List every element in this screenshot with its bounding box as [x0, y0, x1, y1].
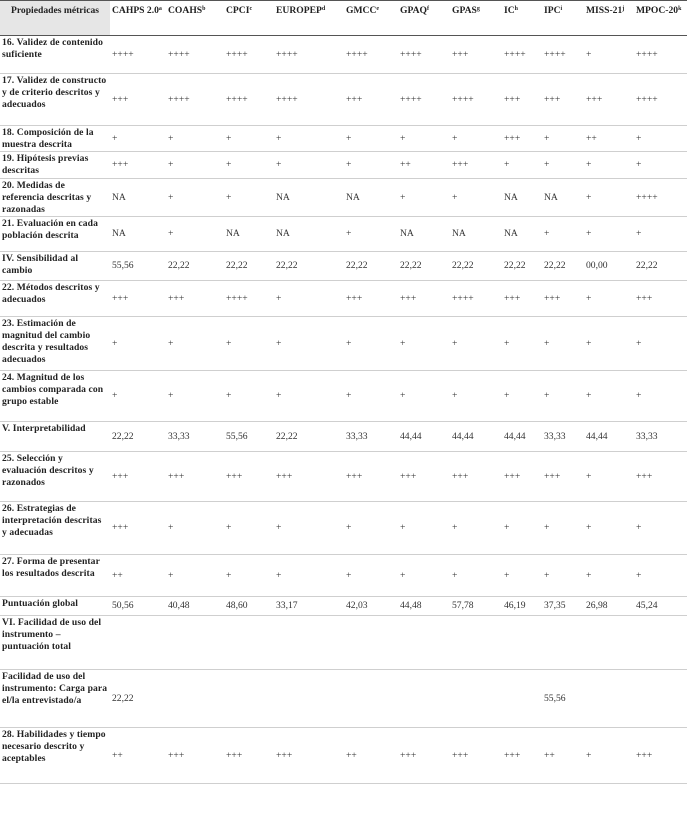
- table-cell: [274, 670, 344, 728]
- table-cell: +: [110, 126, 166, 152]
- table-cell: +++: [224, 452, 274, 502]
- table-cell: [166, 616, 224, 670]
- table-cell: +++: [502, 281, 542, 317]
- column-header-instrument: [542, 1, 584, 36]
- table-row: [0, 317, 687, 371]
- column-header-instrument: [502, 1, 542, 36]
- table-cell: +: [274, 555, 344, 597]
- table-cell: +: [398, 126, 450, 152]
- table-cell: +++: [110, 74, 166, 126]
- table-cell: +++: [502, 452, 542, 502]
- table-cell: 44,44: [398, 422, 450, 452]
- column-header-instrument: [584, 1, 634, 36]
- row-property-label: Facilidad de uso del instrumento: Carga para el/la entrevistado/a: [0, 670, 110, 728]
- table-cell: +: [344, 371, 398, 422]
- table-cell: +: [634, 371, 687, 422]
- table-cell: +: [344, 555, 398, 597]
- table-cell: ++: [542, 728, 584, 784]
- column-header-property: [0, 1, 110, 36]
- table-cell: NA: [542, 179, 584, 217]
- table-cell: NA: [502, 179, 542, 217]
- table-cell: +: [224, 317, 274, 371]
- table-cell: +: [584, 317, 634, 371]
- table-cell: +: [450, 555, 502, 597]
- table-cell: +: [450, 502, 502, 555]
- column-header-label: MISS-21: [586, 5, 623, 16]
- table-cell: +++: [274, 452, 344, 502]
- column-header-footnote: f: [427, 6, 430, 12]
- row-property-label: 20. Medidas de referencia descritas y razonadas: [0, 179, 110, 217]
- table-cell: [502, 670, 542, 728]
- table-cell: [110, 616, 166, 670]
- table-cell: ++: [584, 126, 634, 152]
- table-cell: 44,44: [502, 422, 542, 452]
- table-cell: NA: [274, 179, 344, 217]
- table-cell: +: [274, 502, 344, 555]
- table-cell: +: [166, 371, 224, 422]
- table-cell: [450, 616, 502, 670]
- table-cell: ++++: [274, 74, 344, 126]
- row-property-label: 23. Estimación de magnitud del cambio descrita y resultados adecuados: [0, 317, 110, 371]
- table-cell: ++++: [502, 36, 542, 74]
- table-cell: 33,17: [274, 597, 344, 616]
- column-header-footnote: d: [321, 6, 326, 12]
- column-header-label: IC: [504, 5, 515, 16]
- table-cell: +: [344, 126, 398, 152]
- table-cell: ++++: [634, 179, 687, 217]
- table-cell: 22,22: [110, 670, 166, 728]
- table-cell: NA: [344, 179, 398, 217]
- table-cell: 22,22: [502, 252, 542, 281]
- table-cell: ++++: [224, 74, 274, 126]
- table-cell: +: [166, 502, 224, 555]
- table-cell: +: [166, 126, 224, 152]
- table-cell: ++++: [634, 74, 687, 126]
- table-cell: NA: [274, 217, 344, 252]
- column-header-instrument: [274, 1, 344, 36]
- table-cell: +++: [398, 728, 450, 784]
- table-cell: +: [224, 179, 274, 217]
- column-header-label: MPOC-20: [636, 5, 679, 16]
- column-header-label: Propiedades métricas: [10, 5, 100, 16]
- table-cell: +++: [166, 452, 224, 502]
- table-cell: [344, 616, 398, 670]
- column-header-instrument: [166, 1, 224, 36]
- table-cell: +: [166, 317, 224, 371]
- table-cell: [344, 670, 398, 728]
- column-header-footnote: e: [376, 6, 380, 12]
- table-cell: 22,22: [166, 252, 224, 281]
- column-header-footnote: h: [514, 6, 519, 12]
- table-cell: ++++: [450, 281, 502, 317]
- row-property-label: IV. Sensibilidad al cambio: [0, 252, 110, 281]
- table-cell: 44,48: [398, 597, 450, 616]
- table-cell: ++: [110, 555, 166, 597]
- table-cell: 22,22: [450, 252, 502, 281]
- table-cell: +++: [166, 728, 224, 784]
- table-cell: +: [584, 502, 634, 555]
- table-cell: 44,44: [450, 422, 502, 452]
- table-cell: ++: [110, 728, 166, 784]
- column-header-footnote: k: [678, 6, 682, 12]
- table-cell: 33,33: [634, 422, 687, 452]
- table-cell: +++: [502, 728, 542, 784]
- table-cell: NA: [502, 217, 542, 252]
- table-cell: +++: [502, 126, 542, 152]
- table-cell: +: [634, 317, 687, 371]
- table-cell: +: [274, 281, 344, 317]
- column-header-instrument: [398, 1, 450, 36]
- row-property-label: V. Interpretabilidad: [0, 422, 110, 452]
- column-header-instrument: [634, 1, 687, 36]
- table-row: [0, 252, 687, 281]
- table-cell: +++: [344, 74, 398, 126]
- table-cell: +++: [344, 452, 398, 502]
- table-cell: +++: [274, 728, 344, 784]
- column-header-label: CAHPS 2.0: [112, 5, 159, 16]
- table-row: [0, 452, 687, 502]
- table-cell: 22,22: [634, 252, 687, 281]
- table-cell: +: [584, 371, 634, 422]
- table-cell: [584, 616, 634, 670]
- table-cell: +: [398, 502, 450, 555]
- table-cell: +: [398, 555, 450, 597]
- table-row: [0, 281, 687, 317]
- table-body: [0, 36, 687, 784]
- table-cell: +: [224, 555, 274, 597]
- table-cell: [450, 670, 502, 728]
- table-cell: 00,00: [584, 252, 634, 281]
- table-cell: +: [224, 371, 274, 422]
- table-cell: +: [224, 502, 274, 555]
- table-cell: ++++: [398, 74, 450, 126]
- row-property-label: 24. Magnitud de los cambios comparada con grupo estable: [0, 371, 110, 422]
- table-cell: [224, 670, 274, 728]
- table-cell: +++: [502, 74, 542, 126]
- table-cell: +: [634, 217, 687, 252]
- table-cell: +++: [584, 74, 634, 126]
- table-cell: +: [542, 217, 584, 252]
- table-cell: [584, 670, 634, 728]
- table-cell: +: [224, 126, 274, 152]
- table-cell: +++: [542, 74, 584, 126]
- table-cell: NA: [110, 217, 166, 252]
- row-property-label: 26. Estrategias de interpretación descritas y adecuadas: [0, 502, 110, 555]
- table-cell: +: [584, 281, 634, 317]
- table-cell: +: [274, 152, 344, 179]
- table-cell: ++++: [344, 36, 398, 74]
- table-cell: +: [166, 217, 224, 252]
- row-property-label: 28. Habilidades y tiempo necesario descrito y aceptables: [0, 728, 110, 784]
- table-row: [0, 217, 687, 252]
- table-cell: [224, 616, 274, 670]
- table-cell: +: [166, 152, 224, 179]
- table-cell: +: [542, 317, 584, 371]
- table-cell: +: [634, 126, 687, 152]
- table-cell: +: [634, 555, 687, 597]
- table-cell: [166, 670, 224, 728]
- table-cell: ++++: [224, 281, 274, 317]
- table-cell: [634, 670, 687, 728]
- table-cell: +: [450, 317, 502, 371]
- table-cell: 33,33: [344, 422, 398, 452]
- table-cell: +: [450, 126, 502, 152]
- table-cell: +++: [344, 281, 398, 317]
- table-row: [0, 152, 687, 179]
- row-property-label: 17. Validez de constructo y de criterio descritos y adecuados: [0, 74, 110, 126]
- column-header-label: EUROPEP: [276, 5, 322, 16]
- table-row: [0, 597, 687, 616]
- table-cell: +++: [110, 281, 166, 317]
- table-cell: ++++: [450, 74, 502, 126]
- table-cell: +: [398, 317, 450, 371]
- table-cell: +++: [398, 281, 450, 317]
- table-cell: +: [502, 502, 542, 555]
- table-cell: [634, 616, 687, 670]
- column-header-label: CPCI: [226, 5, 250, 16]
- table-cell: 33,33: [542, 422, 584, 452]
- table-cell: +: [398, 371, 450, 422]
- table-cell: +++: [542, 452, 584, 502]
- table-cell: 55,56: [542, 670, 584, 728]
- table-cell: +: [398, 179, 450, 217]
- table-cell: ++++: [166, 74, 224, 126]
- table-cell: +: [584, 36, 634, 74]
- table-cell: +: [344, 502, 398, 555]
- table-cell: +++: [450, 452, 502, 502]
- table-cell: +++: [634, 452, 687, 502]
- table-cell: ++++: [542, 36, 584, 74]
- table-cell: 40,48: [166, 597, 224, 616]
- row-property-label: 21. Evaluación en cada población descrita: [0, 217, 110, 252]
- table-row: [0, 36, 687, 74]
- column-header-label: GMCC: [346, 5, 377, 16]
- table-cell: 55,56: [110, 252, 166, 281]
- table-cell: +: [274, 371, 344, 422]
- table-cell: +: [224, 152, 274, 179]
- column-header-footnote: b: [202, 6, 206, 12]
- table-row: [0, 555, 687, 597]
- table-cell: ++++: [110, 36, 166, 74]
- table-cell: 22,22: [344, 252, 398, 281]
- table-cell: 22,22: [398, 252, 450, 281]
- table-cell: +++: [110, 152, 166, 179]
- table-cell: +: [634, 502, 687, 555]
- table-cell: 42,03: [344, 597, 398, 616]
- table-cell: +: [166, 179, 224, 217]
- table-cell: 46,19: [502, 597, 542, 616]
- table-cell: 48,60: [224, 597, 274, 616]
- table-cell: +: [584, 179, 634, 217]
- table-cell: +: [584, 555, 634, 597]
- table-cell: +++: [542, 281, 584, 317]
- column-header-footnote: i: [560, 6, 563, 12]
- table-cell: 22,22: [110, 422, 166, 452]
- row-property-label: 27. Forma de presentar los resultados descrita: [0, 555, 110, 597]
- table-row: [0, 371, 687, 422]
- table-row: [0, 728, 687, 784]
- column-header-instrument: [224, 1, 274, 36]
- table-cell: +: [166, 555, 224, 597]
- column-header-instrument: [110, 1, 166, 36]
- table-cell: [274, 616, 344, 670]
- table-cell: 57,78: [450, 597, 502, 616]
- row-property-label: 16. Validez de contenido suficiente: [0, 36, 110, 74]
- table-cell: 22,22: [224, 252, 274, 281]
- table-cell: +++: [398, 452, 450, 502]
- table-cell: 22,22: [274, 252, 344, 281]
- row-property-label: 18. Composición de la muestra descrita: [0, 126, 110, 152]
- table-cell: 22,22: [274, 422, 344, 452]
- table-cell: 26,98: [584, 597, 634, 616]
- column-header-footnote: j: [622, 6, 625, 12]
- row-property-label: Puntuación global: [0, 597, 110, 616]
- column-header-footnote: c: [249, 6, 253, 12]
- table-cell: +: [542, 152, 584, 179]
- table-cell: [542, 616, 584, 670]
- table-cell: 45,24: [634, 597, 687, 616]
- table-cell: +: [502, 317, 542, 371]
- table-cell: +: [344, 217, 398, 252]
- table-cell: +++: [110, 502, 166, 555]
- row-property-label: VI. Facilidad de uso del instrumento – puntuación total: [0, 616, 110, 670]
- table-cell: +: [542, 126, 584, 152]
- row-property-label: 19. Hipótesis previas descritas: [0, 152, 110, 179]
- table-cell: [398, 616, 450, 670]
- column-header-label: COAHS: [168, 5, 203, 16]
- table-cell: +: [584, 152, 634, 179]
- table-cell: +: [542, 371, 584, 422]
- table-cell: ++: [344, 728, 398, 784]
- table-cell: +: [344, 317, 398, 371]
- table-cell: NA: [450, 217, 502, 252]
- table-cell: +: [450, 371, 502, 422]
- table-cell: +++: [450, 152, 502, 179]
- table-cell: ++++: [398, 36, 450, 74]
- table-row: [0, 74, 687, 126]
- table-cell: +: [542, 502, 584, 555]
- column-header-footnote: a: [158, 6, 162, 12]
- table-cell: 44,44: [584, 422, 634, 452]
- table-cell: +: [274, 126, 344, 152]
- table-cell: 37,35: [542, 597, 584, 616]
- header-row: [0, 1, 687, 36]
- table-cell: +: [344, 152, 398, 179]
- table-row: [0, 126, 687, 152]
- table-cell: 55,56: [224, 422, 274, 452]
- table-cell: ++++: [224, 36, 274, 74]
- table-cell: +: [110, 317, 166, 371]
- table-cell: 22,22: [542, 252, 584, 281]
- table-cell: ++++: [634, 36, 687, 74]
- column-header-footnote: g: [476, 6, 480, 12]
- table-cell: +++: [110, 452, 166, 502]
- table-cell: +++: [450, 728, 502, 784]
- table-cell: +: [450, 179, 502, 217]
- table-cell: +: [584, 452, 634, 502]
- table-cell: 50,56: [110, 597, 166, 616]
- table-cell: +++: [224, 728, 274, 784]
- table-cell: +: [110, 371, 166, 422]
- table-cell: 33,33: [166, 422, 224, 452]
- column-header-label: IPC: [544, 5, 561, 16]
- column-header-label: GPAS: [452, 5, 477, 16]
- table-cell: +: [502, 152, 542, 179]
- table-cell: +: [502, 555, 542, 597]
- table-row: [0, 422, 687, 452]
- table-cell: [398, 670, 450, 728]
- table-cell: +: [502, 371, 542, 422]
- table-row: [0, 502, 687, 555]
- column-header-label: GPAQ: [400, 5, 428, 16]
- row-property-label: 25. Selección y evaluación descritos y razonados: [0, 452, 110, 502]
- table-row: [0, 616, 687, 670]
- table-cell: ++++: [274, 36, 344, 74]
- table-cell: +++: [166, 281, 224, 317]
- table-cell: NA: [398, 217, 450, 252]
- row-property-label: 22. Métodos descritos y adecuados: [0, 281, 110, 317]
- table-cell: +++: [450, 36, 502, 74]
- table-cell: [502, 616, 542, 670]
- table-cell: +: [542, 555, 584, 597]
- table-cell: NA: [224, 217, 274, 252]
- table-cell: +: [274, 317, 344, 371]
- table-cell: +++: [634, 728, 687, 784]
- table-cell: +: [584, 217, 634, 252]
- column-header-instrument: [450, 1, 502, 36]
- table-row: [0, 179, 687, 217]
- table-cell: +++: [634, 281, 687, 317]
- table-cell: +: [634, 152, 687, 179]
- table-cell: ++++: [166, 36, 224, 74]
- table-row: [0, 670, 687, 728]
- table-cell: ++: [398, 152, 450, 179]
- table-cell: +: [584, 728, 634, 784]
- table-cell: NA: [110, 179, 166, 217]
- column-header-instrument: [344, 1, 398, 36]
